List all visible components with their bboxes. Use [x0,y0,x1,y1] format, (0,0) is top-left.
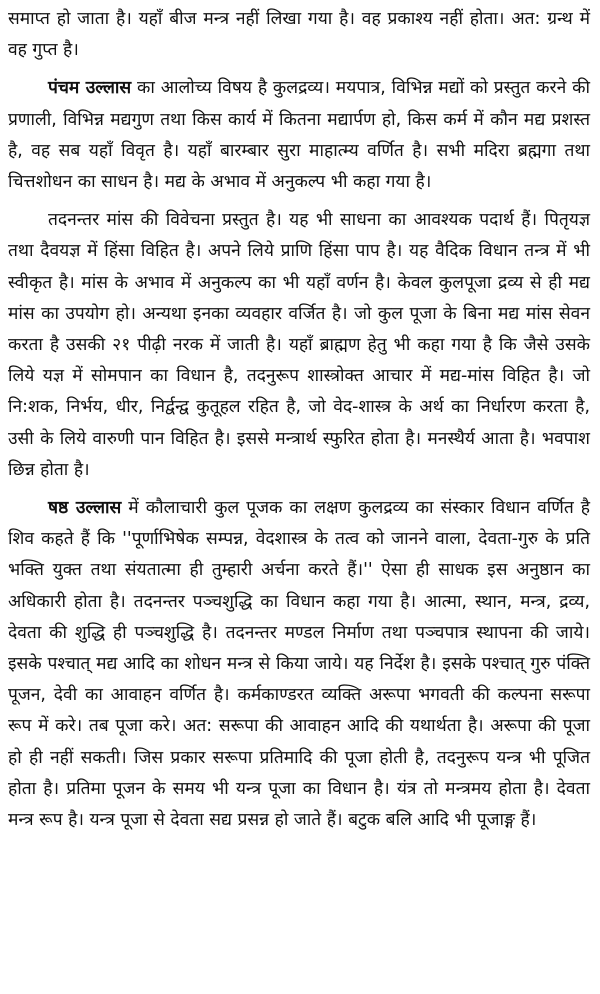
paragraph-4 [8,493,590,836]
section-heading-shashth-ullas: षष्ठ उल्लास [48,498,122,519]
paragraph-1 [8,4,590,66]
paragraph-3 [8,205,590,486]
paragraph-2 [8,73,590,198]
paragraph-1-text: समाप्त हो जाता है। यहाँ बीज मन्त्र नहीं लिखा गया है। वह प्रकाश्य नहीं होता। अत: ग्रन्थ में वह गुप्त है। [8,9,590,61]
paragraph-4-text: में कौलाचारी कुल पूजक का लक्षण कुलद्रव्य का संस्कार विधान वर्णित है शिव कहते हैं कि ''पूर्णाभिषेक सम्पन्न, वेदशास्त्र के तत्व को जानने वाला, देवता-गुरु के प्रति भक्ति युक्त तथा संयतात्मा ही तुम्हारी अर्चना करते हैं।'' ऐसा ही साधक इस अनुष्ठान का अधिकारी होता है। तदनन्तर पञ्चशुद्धि का विधान कहा गया है। आत्मा, स्थान, मन्त्र, द्रव्य, देवता की शुद्धि ही पञ्चशुद्धि है। तदनन्तर मण्डल निर्माण तथा पञ्चपात्र स्थापना की जाये। इसके पश्चात् मद्य आदि का शोधन मन्त्र से किया जाये। यह निर्देश है। इसके पश्चात् गुरु पंक्ति पूजन, देवी का आवाहन वर्णित है। कर्मकाण्डरत व्यक्ति अरूपा भगवती की कल्पना सरूपा रूप में करे। तब पूजा करे। अत: सरूपा की आवाहन आदि की यथार्थता है। अरूपा की पूजा हो ही नहीं सकती। जिस प्रकार सरूपा प्रतिमादि की पूजा होती है, तदनुरूप यन्त्र भी पूजित होता है। प्रतिमा पूजन के समय भी यन्त्र पूजा का विधान है। यंत्र तो मन्त्रमय होता है। देवता मन्त्र रूप है। यन्त्र पूजा से देवता सद्य प्रसन्न हो जाते हैं। बटुक बलि आदि भी पूजाङ्ग हैं। [8,498,590,831]
paragraph-3-text: तदनन्तर मांस की विवेचना प्रस्तुत है। यह भी साधना का आवश्यक पदार्थ हैं। पितृयज्ञ तथा दैवयज्ञ में हिंसा विहित है। अपने लिये प्राणि हिंसा पाप है। यह वैदिक विधान तन्त्र में भी स्वीकृत है। मांस के अभाव में अनुकल्प का भी यहाँ वर्णन है। केवल कुलपूजा द्रव्य से ही मद्य मांस का उपयोग हो। अन्यथा इनका व्यवहार वर्जित है। जो कुल पूजा के बिना मद्य मांस सेवन करता है उसकी २१ पीढ़ी नरक में जाती है। यहाँ ब्राह्मण हेतु भी कहा गया है कि जैसे उसके लिये यज्ञ में सोमपान का विधान है, तदनुरूप शास्त्रोक्त आचार में मद्य-मांस विहित है। जो नि:शक, निर्भय, धीर, निर्द्वन्द्व कुतूहल रहित है, जो वेद-शास्त्र के अर्थ का निर्धारण करता है, उसी के लिये वारुणी पान विहित है। इससे मन्त्रार्थ स्फुरित होता है। मनस्थैर्य आता है। भवपाश छिन्न होता है। [8,210,590,480]
paragraph-2-text: का आलोच्य विषय है कुलद्रव्य। मयपात्र, विभिन्न मद्यों को प्रस्तुत करने की प्रणाली, विभिन्न मद्यगुण तथा किस कार्य में कितना मद्यार्पण हो, किस कर्म में कौन मद्य प्रशस्त है, वह सब यहाँ विवृत है। यहाँ बारम्बार सुरा माहात्म्य वर्णित है। सभी मदिरा ब्रह्मगा तथा चित्तशोधन का साधन है। मद्य के अभाव में अनुकल्प भी कहा गया है। [8,78,590,193]
section-heading-pancham-ullas: पंचम उल्लास [48,78,132,99]
